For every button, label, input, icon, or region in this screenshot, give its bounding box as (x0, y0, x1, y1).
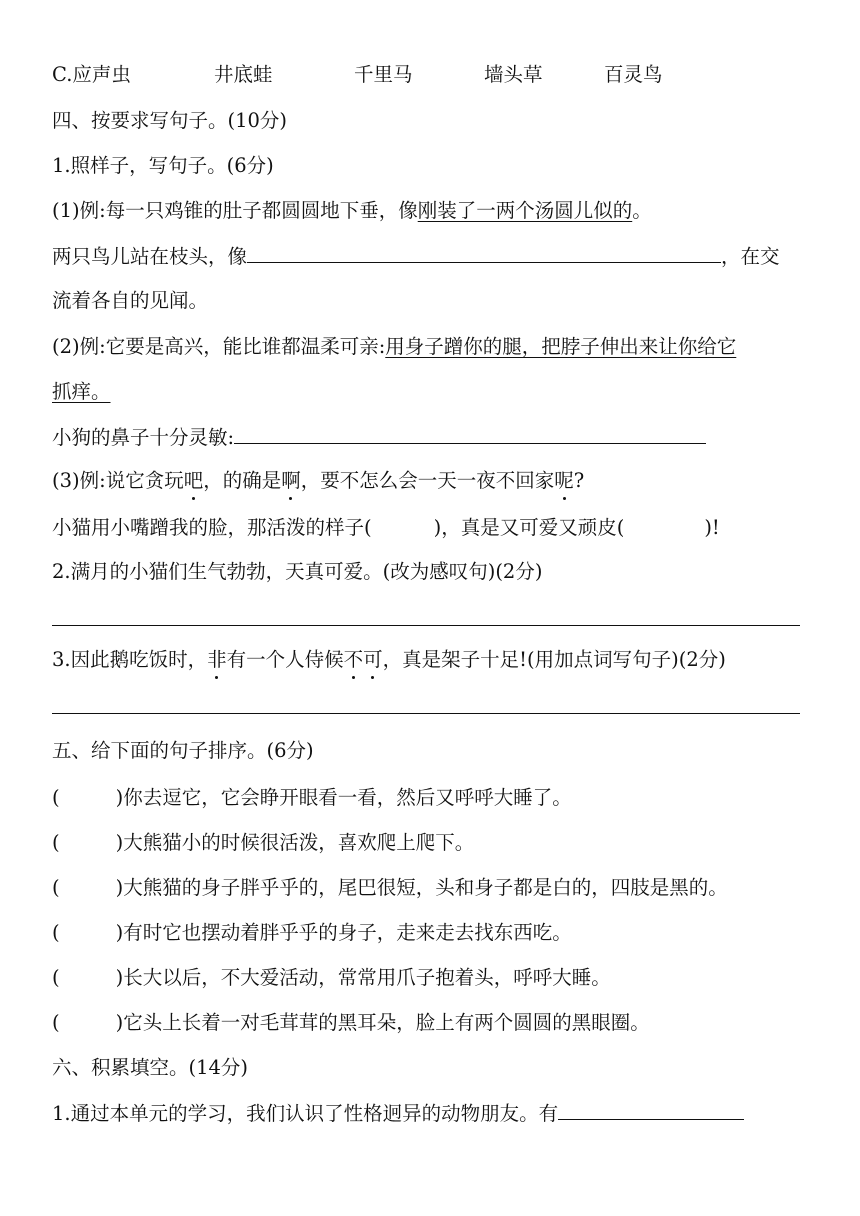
open-paren: ( (52, 966, 60, 989)
example-3-part-d: ? (573, 469, 585, 492)
example-1 (52, 197, 652, 225)
example-3-part-b: ，的确是 (203, 469, 282, 492)
task-2 (52, 423, 706, 452)
example-2-continued (52, 378, 111, 406)
option-word-4: 百灵鸟 (604, 63, 663, 86)
example-3-part-c: ，要不怎么会一天一夜不回家 (300, 469, 555, 492)
example-2-prefix: (2)例:它要是高兴，能比谁都温柔可亲: (52, 335, 386, 358)
open-paren: ( (52, 786, 60, 809)
task-1-continued: 流着各自的见闻。 (52, 289, 209, 312)
open-paren: ( (52, 1011, 60, 1034)
example-3-part-a: (3)例:说它贪玩 (52, 469, 184, 492)
answer-blank-2[interactable] (234, 423, 706, 444)
answer-blank-1[interactable] (247, 242, 721, 263)
example-1-underlined: 刚装了一两个汤圆儿似的 (417, 199, 633, 222)
answer-line-q3[interactable] (52, 713, 800, 714)
dotted-char: 非 (207, 646, 227, 674)
task-2-text: 小狗的鼻子十分灵敏: (52, 426, 235, 449)
example-1-suffix: 。 (632, 199, 652, 222)
ordering-item (52, 784, 572, 812)
ordering-item (52, 964, 611, 992)
ordering-item (52, 874, 728, 902)
task-1-text: 两只鸟儿站在枝头，像 (52, 245, 248, 268)
question-4-2: 2.满月的小猫们生气勃勃，天真可爱。(改为感叹句)(2分) (52, 560, 543, 583)
question-6-1 (52, 1099, 744, 1128)
question-4-3 (52, 646, 726, 674)
ordering-sentence: )大熊猫小的时候很活泼，喜欢爬上爬下。 (115, 831, 475, 854)
dotted-char: 啊 (281, 467, 301, 495)
ordering-sentence: )你去逗它，它会睁开眼看一看，然后又呼呼大睡了。 (115, 786, 572, 809)
example-2 (52, 333, 736, 361)
section-5-heading: 五、给下面的句子排序。(6分) (52, 739, 314, 762)
dotted-char: 呢 (554, 467, 574, 495)
task-3 (52, 514, 720, 542)
question-6-1-text: 1.通过本单元的学习，我们认识了性格迥异的动物朋友。有 (52, 1102, 559, 1125)
section-6-heading: 六、积累填空。(14分) (52, 1056, 249, 1079)
ordering-sentence: )长大以后，不大爱活动，常常用爪子抱着头，呼呼大睡。 (115, 966, 611, 989)
dotted-char: 不 (344, 646, 364, 674)
ordering-item (52, 1009, 650, 1037)
task-1-after: ，在交 (721, 245, 780, 268)
dotted-char: 可 (363, 646, 383, 674)
task-3-part-a: 小猫用小嘴蹭我的脸，那活泼的样子( (52, 516, 372, 539)
option-c-label: C.应声虫 (52, 63, 131, 86)
example-2-underlined-cont: 抓痒。 (52, 380, 111, 403)
question-4-1-title: 1.照样子，写句子。(6分) (52, 154, 274, 177)
task-3-part-c: )! (704, 516, 720, 539)
option-word-2: 千里马 (354, 63, 413, 86)
answer-line-q2[interactable] (52, 625, 800, 626)
task-3-part-b: )，真是又可爱又顽皮( (433, 516, 625, 539)
open-paren: ( (52, 921, 60, 944)
ordering-item (52, 829, 474, 857)
option-word-3: 墙头草 (484, 63, 543, 86)
section-4-heading: 四、按要求写句子。(10分) (52, 109, 288, 132)
task-1 (52, 242, 780, 271)
q3-part-a: 3.因此鹅吃饭时， (52, 648, 208, 671)
example-1-prefix: (1)例:每一只鸡锥的肚子都圆圆地下垂，像 (52, 199, 418, 222)
q3-part-c: ，真是架子十足!(用加点词写句子)(2分) (382, 648, 726, 671)
q3-part-b: 有一个人侍候 (226, 648, 344, 671)
example-2-underlined: 用身子蹭你的腿，把脖子伸出来让你给它 (385, 335, 737, 358)
ordering-sentence: )大熊猫的身子胖乎乎的，尾巴很短，头和身子都是白的，四肢是黑的。 (115, 876, 728, 899)
open-paren: ( (52, 831, 60, 854)
example-3 (52, 467, 584, 495)
option-word-1: 井底蛙 (214, 63, 273, 86)
answer-blank-6-1[interactable] (558, 1099, 744, 1120)
ordering-sentence: )有时它也摆动着胖乎乎的身子，走来走去找东西吃。 (115, 921, 572, 944)
ordering-item (52, 919, 572, 947)
dotted-char: 吧 (184, 467, 204, 495)
open-paren: ( (52, 876, 60, 899)
ordering-sentence: )它头上长着一对毛茸茸的黑耳朵，脸上有两个圆圆的黑眼圈。 (115, 1011, 650, 1034)
